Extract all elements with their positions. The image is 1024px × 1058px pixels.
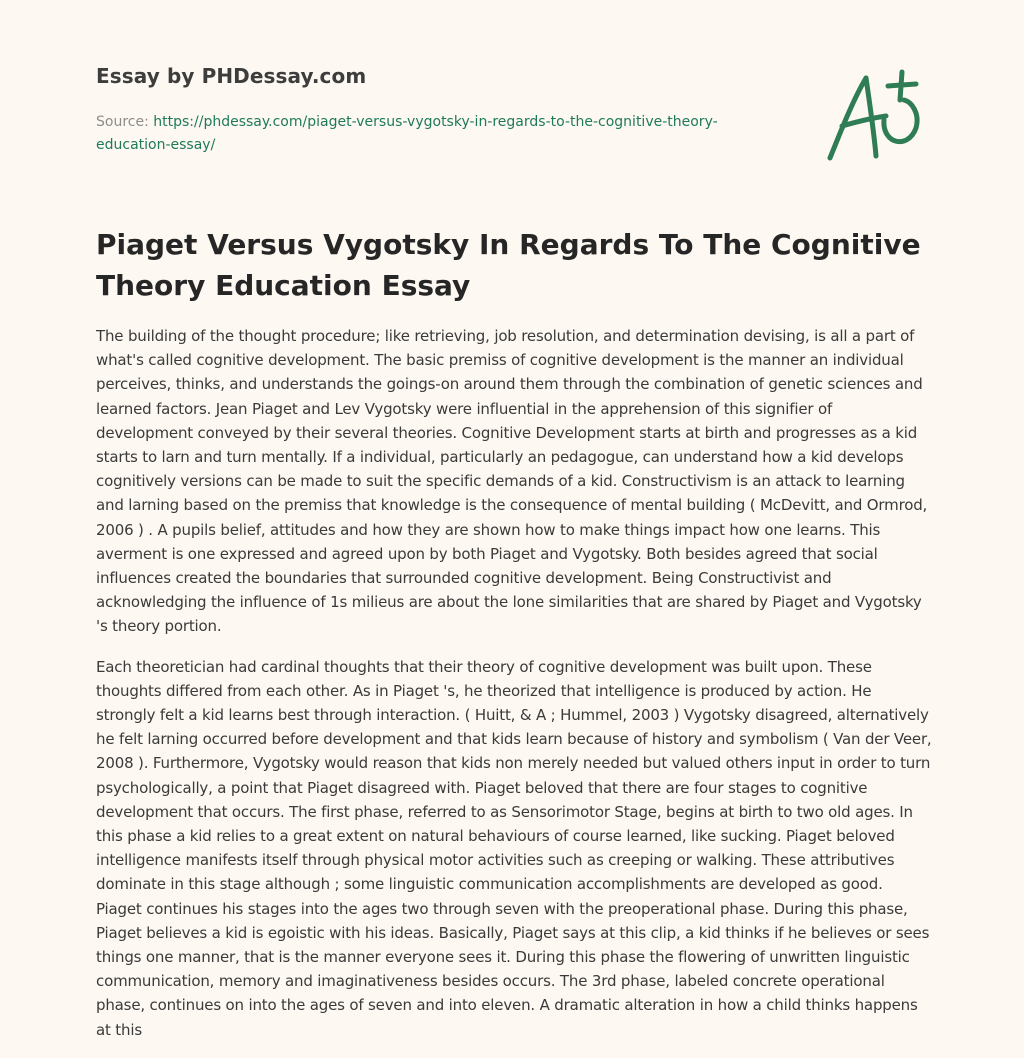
a-plus-logo <box>824 66 932 166</box>
essay-paragraph-1: The building of the thought procedure; like retrieving, job resolution, and determination devising, is all a part of what's called cognitive development. The basic premiss of cognitive development is the manner an individual perceives, thinks, and understands the goings-on around them through the combination of genetic sciences and learned factors. Jean Piaget and Lev Vygotsky were influential in the apprehension of this signifier of development conveyed by their several theories. Cognitive Development starts at birth and progresses as a kid starts to larn and turn mentally. If a individual, particularly an pedagogue, can understand how a kid develops cognitively versions can be made to suit the specific demands of a kid. Constructivism is an attack to learning and larning based on the premiss that knowledge is the consequence of mental building ( McDevitt, and Ormrod, 2006 ) . A pupils belief, attitudes and how they are shown how to make things impact how one learns. This averment is one expressed and agreed upon by both Piaget and Vygotsky. Both besides agreed that social influences created the boundaries that surrounded cognitive development. Being Constructivist and acknowledging the influence of 1s milieus are about the lone similarities that are shared by Piaget and Vygotsky 's theory portion. <box>96 327 928 636</box>
source-label: Source: <box>96 114 154 130</box>
source-link[interactable]: https://phdessay.com/piaget-versus-vygotsky-in-regards-to-the-cognitive-theory-education-essay/ <box>96 114 718 153</box>
essay-title: Piaget Versus Vygotsky In Regards To The Cognitive Theory Education Essay <box>96 228 921 302</box>
site-title: Essay by PHDessay.com <box>96 64 367 88</box>
essay-paragraph-2: Each theoretician had cardinal thoughts that their theory of cognitive development was built upon. These thoughts differed from each other. As in Piaget 's, he theorized that intelligence is produced by action. He strongly felt a kid learns best through interaction. ( Huitt, & A ; Hummel, 2003 ) Vygotsky disagreed, alternatively he felt larning occurred before development and that kids learn because of history and symbolism ( Van der Veer, 2008 ). Furthermore, Vygotsky would reason that kids non merely needed but valued others input in order to turn psychologically, a point that Piaget disagreed with. Piaget beloved that there are four stages to cognitive development that occurs. The first phase, referred to as Sensorimotor Stage, begins at birth to two old ages. In this phase a kid relies to a great extent on natural behaviours of course learned, like sucking. Piaget beloved intelligence manifests itself through physical motor activities such as creeping or walking. These attributives dominate in this stage although ; some linguistic communication accomplishments are developed as good. Piaget continues his stages into the ages two through seven with the preoperational phase. During this phase, Piaget believes a kid is egoistic with his ideas. Basically, Piaget says at this clip, a kid thinks if he believes or sees things one manner, that is the manner everyone sees it. During this phase the flowering of unwritten linguistic communication, memory and imaginativeness besides occurs. The 3rd phase, labeled concrete operational phase, continues on into the ages of seven and into eleven. A dramatic alteration in how a child thinks happens at this <box>96 657 932 1039</box>
source-line <box>96 111 736 157</box>
essay-body <box>96 324 932 1058</box>
